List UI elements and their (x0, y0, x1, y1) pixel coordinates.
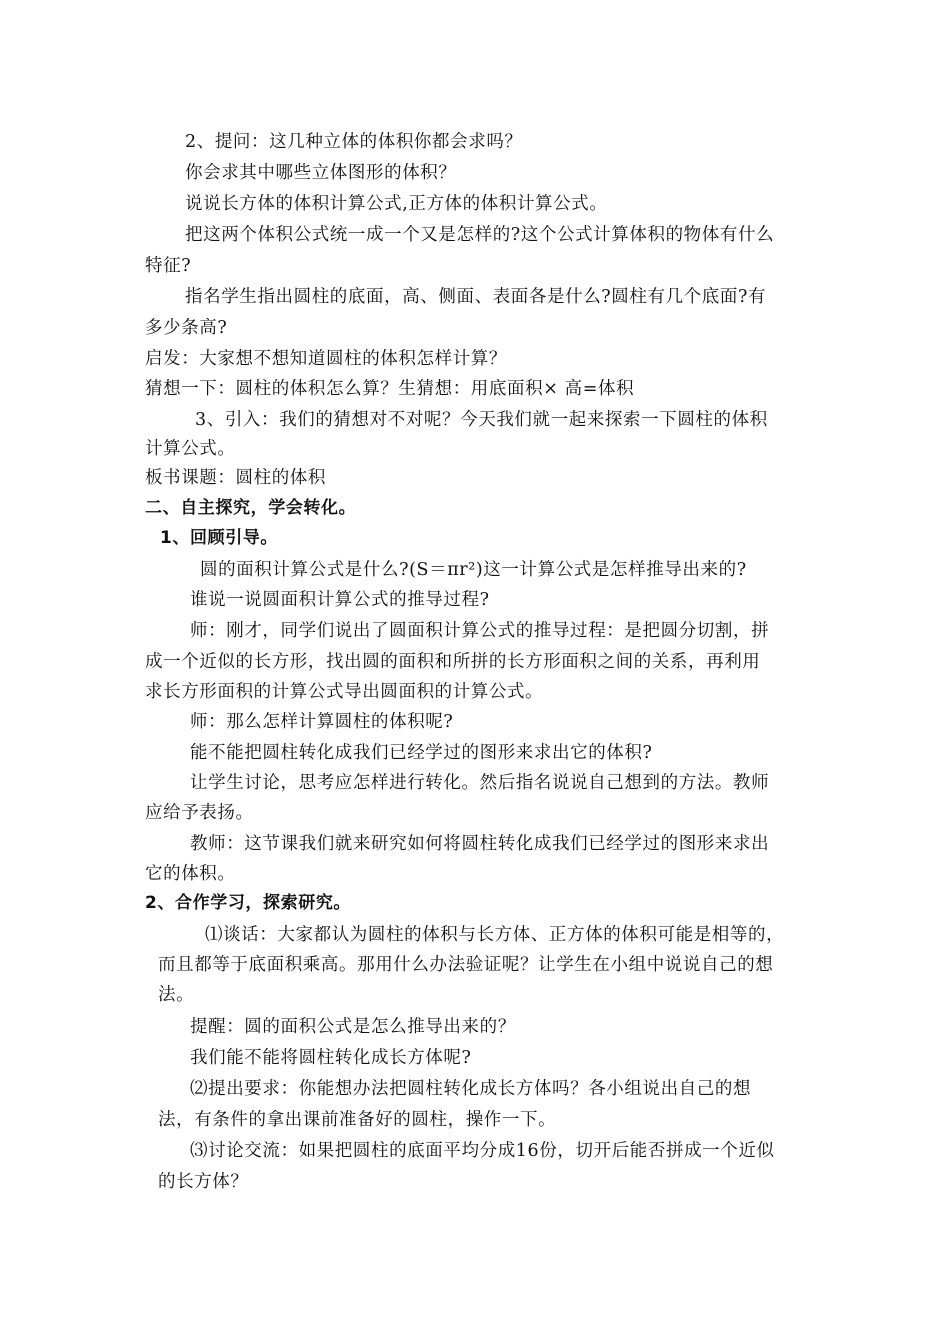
text-line: 它的体积。 (145, 864, 236, 884)
text-line: 法。 (158, 985, 195, 1005)
text-line: 圆的面积计算公式是什么?(S＝πr²)这一计算公式是怎样推导出来的? (200, 560, 747, 580)
text-line: 而且都等于底面积乘高。那用什么办法验证呢？让学生在小组中说说自己的想 (158, 955, 774, 975)
text-line: 2、提问：这几种立体的体积你都会求吗？ (185, 132, 523, 152)
text-line: 多少条高? (145, 318, 228, 338)
text-line: 师：刚才，同学们说出了圆面积计算公式的推导过程：是把圆分切割，拼 (190, 621, 770, 641)
text-line: 3、引入：我们的猜想对不对呢？今天我们就一起来探索一下圆柱的体积 (195, 410, 768, 430)
text-line: 能不能把圆柱转化成我们已经学过的图形来求出它的体积? (190, 743, 653, 763)
text-line: ⑵提出要求：你能想办法把圆柱转化成长方体吗？各小组说出自己的想 (190, 1079, 752, 1099)
text-line: 提醒：圆的面积公式是怎么推导出来的？ (190, 1017, 516, 1037)
text-line: 求长方形面积的计算公式导出圆面积的计算公式。 (145, 682, 544, 702)
text-line: 教师：这节课我们就来研究如何将圆柱转化成我们已经学过的图形来求出 (190, 834, 770, 854)
text-line: 启发：大家想不想知道圆柱的体积怎样计算？ (145, 349, 507, 369)
subsection-heading: 2、合作学习，探索研究。 (145, 893, 352, 913)
text-line: 我们能不能将圆柱转化成长方体呢? (190, 1048, 472, 1068)
text-line: 的长方体？ (158, 1172, 249, 1192)
text-line: 板书课题：圆柱的体积 (145, 468, 326, 488)
text-line: 师：那么怎样计算圆柱的体积呢? (190, 712, 454, 732)
text-line: 法，有条件的拿出课前准备好的圆柱，操作一下。 (158, 1110, 557, 1130)
subsection-heading: 1、回顾引导。 (160, 528, 279, 548)
section-heading: 二、自主探究，学会转化。 (145, 498, 357, 518)
text-line: 计算公式。 (145, 439, 236, 459)
text-line: ⑶讨论交流：如果把圆柱的底面平均分成16份，切开后能否拼成一个近似 (190, 1141, 775, 1161)
text-line: 应给予表扬。 (145, 803, 254, 823)
text-line: 特征? (145, 256, 192, 276)
text-line: 把这两个体积公式统一成一个又是怎样的?这个公式计算体积的物体有什么 (185, 225, 775, 245)
text-line: 指名学生指出圆柱的底面，高、侧面、表面各是什么?圆柱有几个底面?有 (185, 287, 767, 307)
text-line: 猜想一下：圆柱的体积怎么算？生猜想：用底面积× 高=体积 (145, 379, 635, 399)
text-line: 说说长方体的体积计算公式,正方体的体积计算公式。 (185, 194, 608, 214)
text-line: 你会求其中哪些立体图形的体积？ (185, 163, 457, 183)
text-line: 成一个近似的长方形，找出圆的面积和所拼的长方形面积之间的关系，再利用 (145, 652, 761, 672)
text-line: ⑴谈话：大家都认为圆柱的体积与长方体、正方体的体积可能是相等的， (205, 925, 785, 945)
text-line: 谁说一说圆面积计算公式的推导过程? (190, 590, 490, 610)
text-line: 让学生讨论，思考应怎样进行转化。然后指名说说自己想到的方法。教师 (190, 773, 770, 793)
